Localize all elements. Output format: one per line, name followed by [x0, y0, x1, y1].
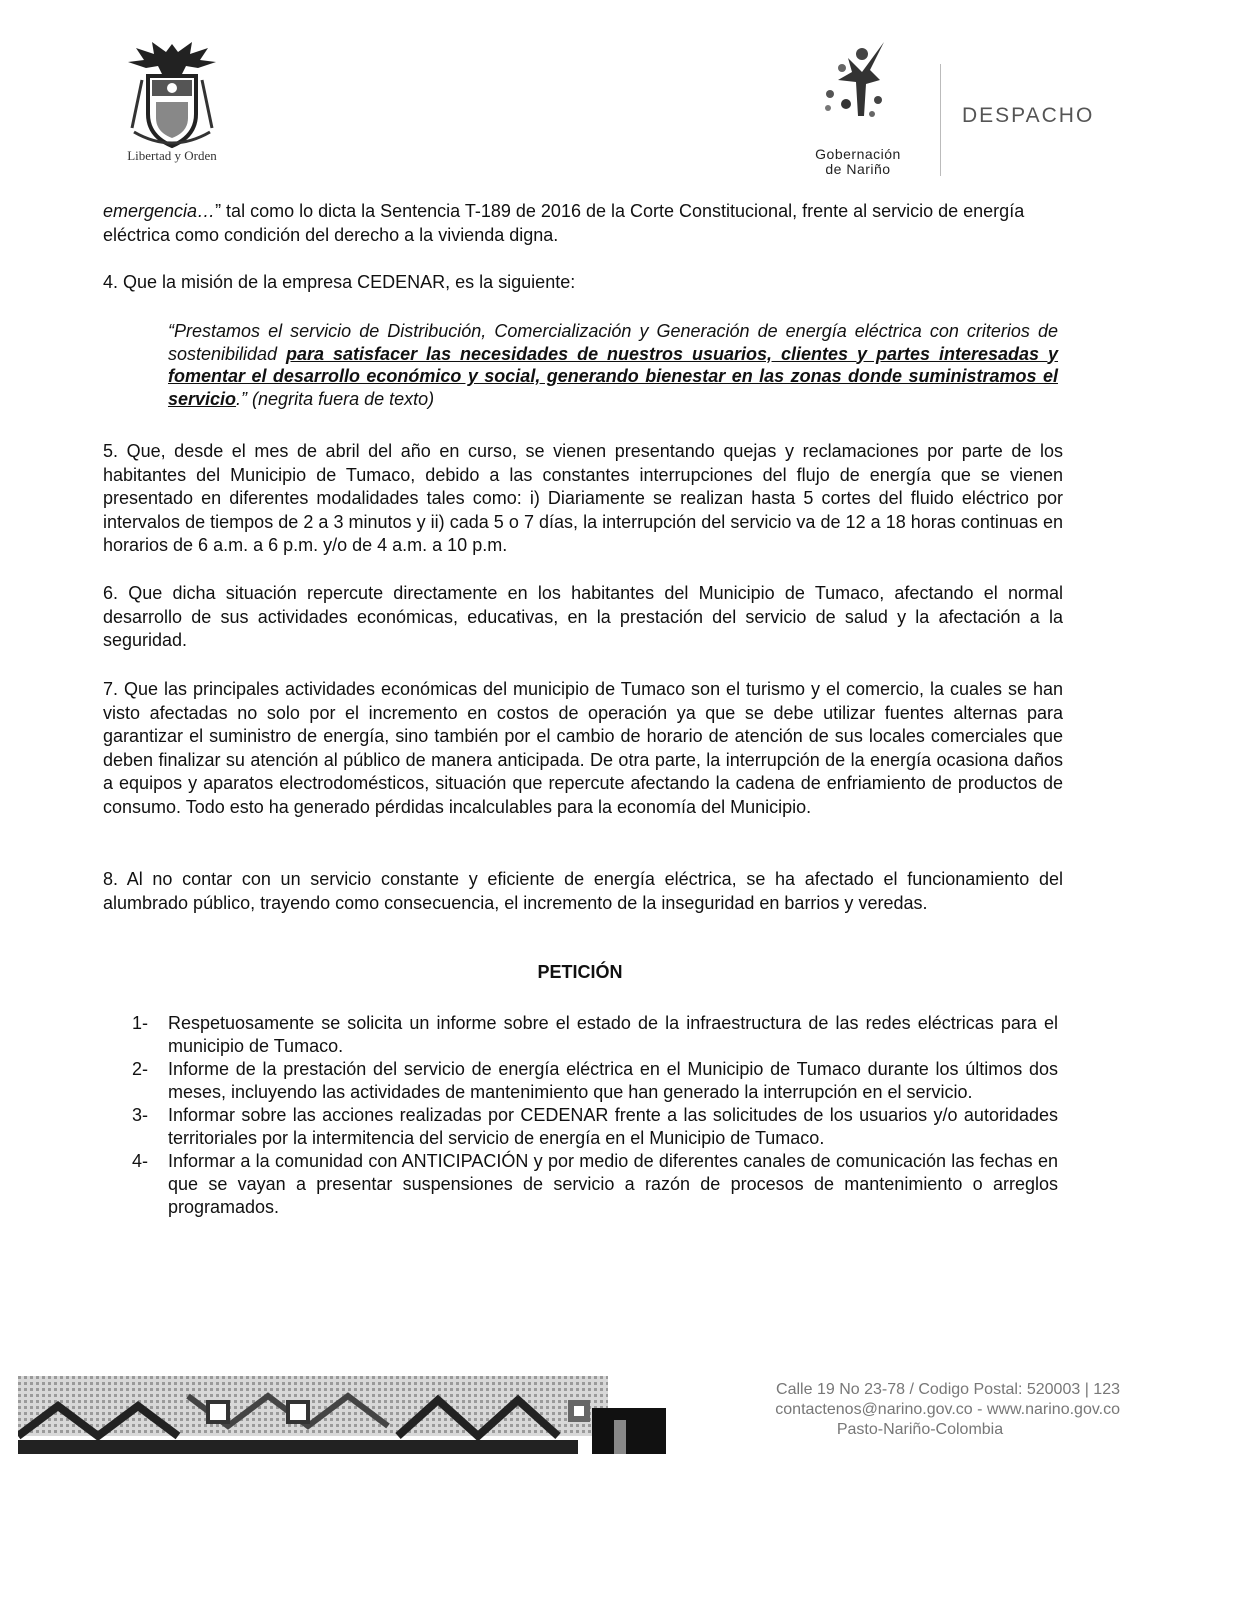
quote-bold-underlined: para satisfacer las necesidades de nuestros usuarios, clientes y partes interesadas y fomentar el desarrollo económico y social, generando bienestar en las zonas donde suministramos el servicio	[168, 343, 1059, 409]
petition-item-number: 1-	[132, 1013, 149, 1033]
petition-list	[132, 1012, 1058, 1219]
petition-item-number: 3-	[132, 1105, 149, 1125]
petition-item-number: 2-	[132, 1059, 149, 1079]
petition-item	[132, 1012, 1058, 1058]
petition-item-text: Respetuosamente se solicita un informe sobre el estado de la infraestructura de las redes eléctricas para el municipio de Tumaco.	[168, 1013, 1058, 1056]
mission-quote	[168, 320, 1058, 410]
petition-item-text: Informar sobre las acciones realizadas por CEDENAR frente a las solicitudes de los usuarios y/o autoridades territoriales por la intermitencia del servicio de energía en el Municipio de Tumaco.	[168, 1105, 1058, 1148]
petition-item	[132, 1104, 1058, 1150]
petition-item-text: Informe de la prestación del servicio de energía eléctrica en el Municipio de Tumaco durante los últimos dos meses, incluyendo las actividades de mantenimiento que han generado la interrupción en el servicio.	[168, 1059, 1058, 1102]
footer-contact	[660, 1380, 1120, 1440]
footer-location: Pasto-Nariño-Colombia	[836, 1421, 1004, 1438]
crest-motto: Libertad y Orden	[127, 148, 217, 163]
office-label: DESPACHO	[962, 104, 1095, 127]
petition-item	[132, 1150, 1058, 1219]
intro-rest: ” tal como lo dicta la Sentencia T-189 de 2016 de la Corte Constitucional, frente al servicio de energía eléctrica como condición del derecho a la vivienda digna.	[103, 201, 1025, 245]
coat-of-arms-logo	[112, 36, 232, 166]
paragraph-5: 5. Que, desde el mes de abril del año en curso, se vienen presentando quejas y reclamaciones por parte de los habitantes del Municipio de Tumaco, debido a las constantes interrupciones del flujo de energía que se vienen presentado en diferentes modalidades tales como: i) Diariamente se realizan hasta 5 cortes del fluido eléctrico por intervalos de tiempos de 2 a 3 minutos y ii) cada 5 o 7 días, la interrupción del servicio va de 12 a 18 horas continuas en horarios de 6 a.m. a 6 p.m. y/o de 4 a.m. a 10 p.m.	[103, 441, 1063, 555]
paragraph-6: 6. Que dicha situación repercute directamente en los habitantes del Municipio de Tumaco, afectando el normal desarrollo de sus actividades económicas, educativas, en la prestación del servicio de salud y la afectación a la seguridad.	[103, 583, 1063, 650]
gobernacion-name-line1: Gobernación	[815, 146, 901, 162]
paragraph-8: 8. Al no contar con un servicio constante y eficiente de energía eléctrica, se ha afectado el funcionamiento del alumbrado público, trayendo como consecuencia, el incremento de la inseguridad en barrios y veredas.	[103, 869, 1063, 913]
petition-item-text: Informar a la comunidad con ANTICIPACIÓN y por medio de diferentes canales de comunicación las fechas en que se vayan a presentar suspensiones de servicio a razón de procesos de mantenimiento o arreglos programados.	[168, 1151, 1058, 1217]
quote-end: .” (negrita fuera de texto)	[236, 388, 435, 409]
gobernacion-name-line2: de Nariño	[825, 161, 891, 177]
footer-address: Calle 19 No 23-78 / Codigo Postal: 520003 | 123	[776, 1381, 1120, 1398]
footer-pattern-band	[18, 1376, 666, 1454]
header-divider	[940, 64, 941, 176]
gobernacion-narino-logo	[800, 38, 910, 130]
paragraph-4: 4. Que la misión de la empresa CEDENAR, es la siguiente:	[103, 272, 576, 292]
petition-item-number: 4-	[132, 1151, 149, 1171]
intro-italic: emergencia…	[103, 201, 216, 221]
intro-paragraph	[103, 200, 1063, 247]
gobernacion-name	[798, 147, 918, 177]
quote-normal: “Prestamos el servicio de Distribución, Comercialización y Generación de energía eléctrica con criterios de sostenibilidad	[168, 321, 1058, 364]
petition-heading: PETICIÓN	[537, 962, 623, 982]
paragraph-7: 7. Que las principales actividades económicas del municipio de Tumaco son el turismo y el comercio, la cuales se han visto afectadas no solo por el incremento en costos de operación ya que se debe utilizar fuentes alternas para garantizar el suministro de energía, sino también por el cambio de horario de atención de sus locales comerciales que deben finalizar su atención al público de manera anticipada. De otra parte, la interrupción de la energía ocasiona daños a equipos y aparatos electrodomésticos, situación que repercute afectando la cadena de enfriamiento de productos de consumo. Todo esto ha generado pérdidas incalculables para la economía del Municipio.	[103, 679, 1063, 817]
footer-email-web: contactenos@narino.gov.co - www.narino.gov.co	[775, 1401, 1120, 1418]
petition-item	[132, 1058, 1058, 1104]
